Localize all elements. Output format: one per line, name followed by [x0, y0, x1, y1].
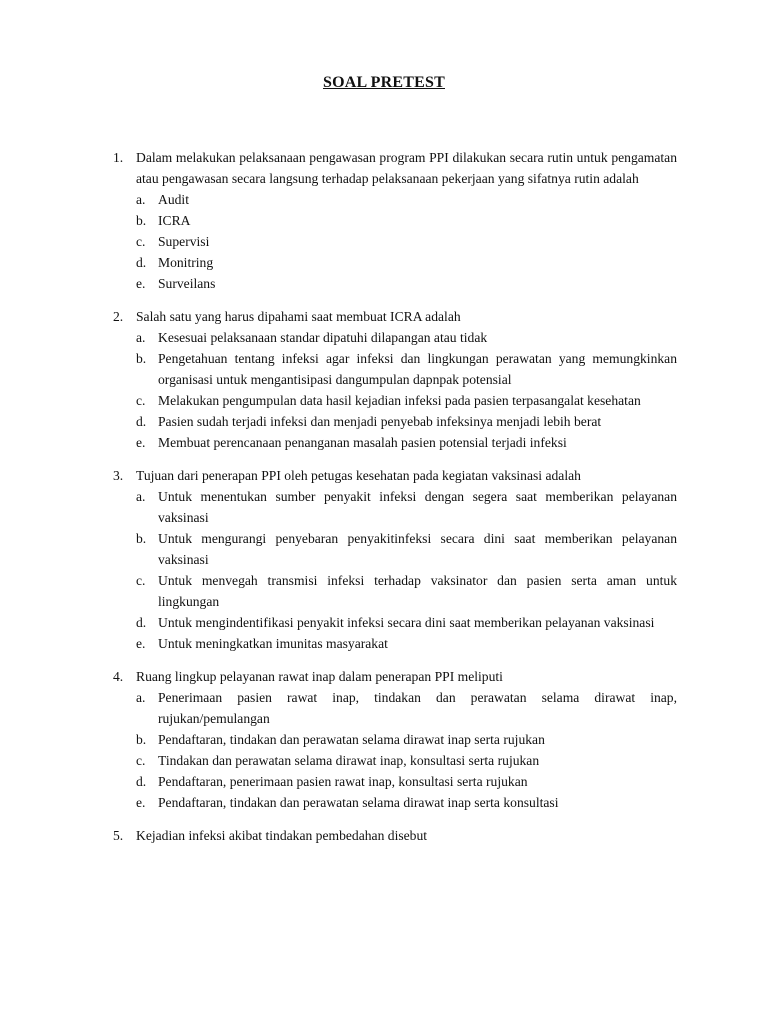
question-text: Dalam melakukan pelaksanaan pengawasan program PPI dilakukan secara rutin untuk pengamatan atau pengawasan secara langsung terhadap pelaksanaan pekerjaan yang sifatnya rutin adalah: [136, 150, 677, 186]
option-letter: b.: [136, 213, 147, 228]
option-letter: a.: [136, 192, 146, 207]
option-text: Pasien sudah terjadi infeksi dan menjadi penyebab infeksinya menjadi lebih berat: [158, 414, 602, 429]
option-text: Pengetahuan tentang infeksi agar infeksi dan lingkungan perawatan yang memungkinkan organisasi untuk mengantisipasi dangumpulan dapnpak potensial: [158, 351, 677, 387]
option-text: Penerimaan pasien rawat inap, tindakan dan perawatan selama dirawat inap, rujukan/pemulangan: [158, 690, 677, 726]
question-number: 4.: [113, 669, 124, 684]
option-text: Untuk menentukan sumber penyakit infeksi dengan segera saat memberikan pelayanan vaksinasi: [158, 489, 677, 525]
question-text: Kejadian infeksi akibat tindakan pembedahan disebut: [136, 828, 428, 843]
option-item: [0, 528, 768, 570]
question-list: [0, 147, 768, 858]
question-number: 5.: [113, 828, 124, 843]
question-item: [0, 147, 768, 294]
option-item: [0, 771, 768, 792]
option-letter: c.: [136, 393, 146, 408]
option-text: Surveilans: [158, 276, 216, 291]
option-list: [0, 687, 768, 813]
option-letter: b.: [136, 351, 147, 366]
option-text: Kesesuai pelaksanaan standar dipatuhi dilapangan atau tidak: [158, 330, 488, 345]
option-letter: c.: [136, 753, 146, 768]
option-item: [0, 729, 768, 750]
page-title: SOAL PRETEST: [322, 74, 445, 91]
option-item: [0, 570, 768, 612]
option-item: [0, 687, 768, 729]
option-item: [0, 252, 768, 273]
option-letter: c.: [136, 234, 146, 249]
option-text: Membuat perencanaan penanganan masalah pasien potensial terjadi infeksi: [158, 435, 567, 450]
option-letter: a.: [136, 330, 146, 345]
option-letter: a.: [136, 489, 146, 504]
option-item: [0, 390, 768, 411]
option-text: Pendaftaran, tindakan dan perawatan selama dirawat inap serta rujukan: [158, 732, 545, 747]
option-letter: d.: [136, 414, 147, 429]
option-item: [0, 327, 768, 348]
option-text: Untuk mengurangi penyebaran penyakitinfeksi secara dini saat memberikan pelayanan vaksinasi: [158, 531, 677, 567]
question-item: [0, 666, 768, 813]
option-letter: d.: [136, 615, 147, 630]
option-item: [0, 273, 768, 294]
option-text: Pendaftaran, tindakan dan perawatan selama dirawat inap serta konsultasi: [158, 795, 559, 810]
option-letter: e.: [136, 636, 146, 651]
option-letter: e.: [136, 276, 146, 291]
option-item: [0, 411, 768, 432]
option-list: [0, 189, 768, 294]
option-letter: a.: [136, 690, 146, 705]
option-item: [0, 750, 768, 771]
option-letter: d.: [136, 255, 147, 270]
option-item: [0, 348, 768, 390]
option-item: [0, 612, 768, 633]
question-text: Tujuan dari penerapan PPI oleh petugas kesehatan pada kegiatan vaksinasi adalah: [136, 468, 581, 483]
question-text: Salah satu yang harus dipahami saat membuat ICRA adalah: [136, 309, 461, 324]
question-number: 1.: [113, 150, 124, 165]
option-letter: b.: [136, 732, 147, 747]
option-text: Untuk mengindentifikasi penyakit infeksi secara dini saat memberikan pelayanan vaksinasi: [158, 615, 655, 630]
option-item: [0, 231, 768, 252]
option-letter: e.: [136, 795, 146, 810]
option-item: [0, 486, 768, 528]
option-letter: b.: [136, 531, 147, 546]
option-letter: d.: [136, 774, 147, 789]
option-item: [0, 633, 768, 654]
question-item: [0, 465, 768, 654]
option-text: Untuk meningkatkan imunitas masyarakat: [158, 636, 388, 651]
option-text: Tindakan dan perawatan selama dirawat inap, konsultasi serta rujukan: [158, 753, 540, 768]
option-letter: c.: [136, 573, 146, 588]
option-item: [0, 432, 768, 453]
option-text: Supervisi: [158, 234, 210, 249]
question-number: 3.: [113, 468, 124, 483]
option-item: [0, 792, 768, 813]
question-text: Ruang lingkup pelayanan rawat inap dalam penerapan PPI meliputi: [136, 669, 503, 684]
option-text: Monitring: [158, 255, 214, 270]
option-letter: e.: [136, 435, 146, 450]
option-list: [0, 327, 768, 453]
option-item: [0, 189, 768, 210]
option-text: ICRA: [158, 213, 191, 228]
option-item: [0, 210, 768, 231]
question-item: [0, 825, 768, 846]
question-item: [0, 306, 768, 453]
option-text: Melakukan pengumpulan data hasil kejadian infeksi pada pasien terpasangalat kesehatan: [158, 393, 641, 408]
option-text: Pendaftaran, penerimaan pasien rawat inap, konsultasi serta rujukan: [158, 774, 528, 789]
option-list: [0, 486, 768, 654]
question-number: 2.: [113, 309, 124, 324]
option-text: Untuk menvegah transmisi infeksi terhadap vaksinator dan pasien serta aman untuk lingkungan: [158, 573, 677, 609]
option-text: Audit: [158, 192, 189, 207]
